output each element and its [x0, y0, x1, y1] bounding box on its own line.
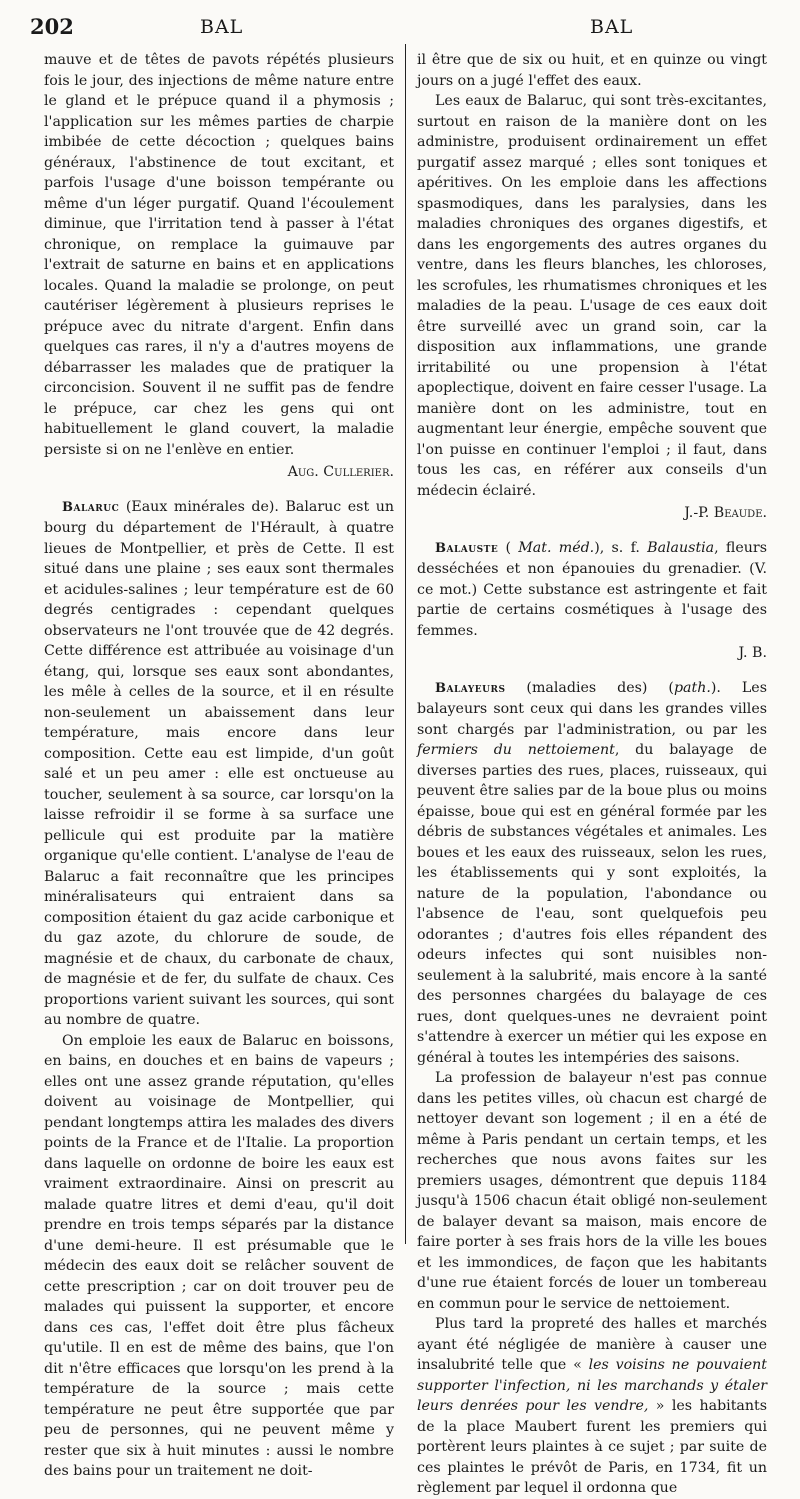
headword-right: BAL: [590, 16, 634, 38]
paragraph: [417, 1314, 767, 1499]
author-signature: Aug. Cullerier.: [287, 464, 394, 480]
running-header: [30, 6, 772, 42]
column-divider: [405, 44, 406, 1244]
entry-balauste: [417, 538, 767, 642]
paragraph: mauve et de têtes de pavots répétés plusieurs fois le jour, des injections de même nature entre le gland et le prépuce quand il a phymosis ; l'application sur les mêmes parties de charpie imbibée de cette décoction ; quelques bains généraux, l'abstinence de tout excitant, et parfois l'usage d'une boisson tempérante ou même d'un léger purgatif. Quand l'écoulement diminue, que l'irritation tend à passer à l'état chronique, on remplace la guimauve par l'extrait de saturne en bains et en applications locales. Quand la maladie se prolonge, on peut cautériser légèrement à plusieurs reprises le prépuce avec du nitrate d'argent. Enfin dans quelques cas rares, il n'y a d'autres moyens de débarrasser les malades que de pratiquer la circoncision. Souvent il ne suffit pas de fendre le prépuce, car chez les gens qui ont habituellement le gland couvert, la maladie persiste si on ne l'enlève en entier.: [44, 52, 394, 458]
entry-text: » les habitants de la place Maubert furent les premiers qui portèrent leurs plaintes à ce sujet ; par suite de ces plaintes le prévôt de Paris, en 1734, fit un règlement par lequel il ordonna que: [417, 1398, 767, 1496]
entry-text: (Eaux minérales de). Balaruc est un bourg du département de l'Hérault, à quatre lieues de Montpellier, et près de Cette. Il est situé dans une plaine ; ses eaux sont thermales et acidules-salines ; leur température est de 60 degrés centigrades : cependant quelques observateurs ne l'ont trouvée que de 42 degrés. Cette différence est attribuée au voisinage d'un étang, qui, lorsque ses eaux sont abondantes, les mêle à celles de la source, et il en résulte non-seulement un abaissement dans leur température, mais encore dans leur composition. Cette eau est limpide, d'un goût salé et un peu amer : elle est onctueuse au toucher, seulement à sa source, car lorsqu'on la laisse refroidir il se forme à sa surface une pellicule qui est produite par la matière organique qu'elle contient. L'analyse de l'eau de Balaruc a fait reconnaître que les principes minéralisateurs qui entraient dans sa composition étaient du gaz acide carbonique et du gaz azote, du chlorure de soude, de magnésie et de chaux, du carbonate de chaux, de magnésie et de fer, du sulfate de chaux. Ces proportions varient suivant les sources, qui sont au nombre de quatre.: [44, 498, 394, 1028]
author-signature: J. B.: [738, 645, 767, 661]
entry-text: ). Les balayeurs sont ceux qui dans les grandes villes sont chargés par l'administration, ou par les: [417, 679, 767, 738]
entry-term: Balayeurs: [435, 680, 506, 696]
right-column: [417, 50, 767, 1499]
entry-text: , fleurs desséchées et non épanouies du grenadier. (V. ce mot.) Cette substance est astringente et fait partie de certains cosmétiques à l'usage des femmes.: [417, 539, 767, 639]
entry-term: Balauste: [435, 540, 499, 556]
quotation: les voisins ne pouvaient supporter l'infection, ni les marchands y étaler leurs denrées pour les vendre,: [417, 1357, 767, 1414]
author-signature: J.-P. Beaude.: [684, 505, 767, 521]
entry-balaruc: [44, 497, 394, 1031]
entry-italic: fermiers du nettoiement: [417, 742, 615, 758]
entry-text: ), s. f.: [594, 539, 648, 556]
entry-latin: Balaustia: [647, 539, 715, 556]
entry-balayeurs: [417, 678, 767, 1069]
entry-text: (: [498, 539, 519, 556]
page-number: 202: [30, 14, 74, 39]
paragraph: La profession de balayeur n'est pas connue dans les petites villes, où chacun est chargé de nettoyer devant son logement ; il en a été de même à Paris pendant un certain temps, et les recherches que nous avons faites sur les premiers usages, démontrent que depuis 1184 jusqu'à 1506 chacun était obligé non-seulement de balayer devant sa maison, mais encore de faire porter à ses frais hors de la ville les boues et les immondices, de façon que les habitants d'une rue étaient forcés de louer un tombereau en commun pour le service de nettoiement.: [417, 1070, 767, 1312]
left-column: [44, 50, 394, 1482]
paragraph: Les eaux de Balaruc, qui sont très-excitantes, surtout en raison de la manière dont on les administre, produisent ordinairement un effet purgatif assez marqué ; elles sont toniques et apéritives. On les emploie dans les affections spasmodiques, dans les paralysies, dans les maladies chroniques des organes digestifs, et dans les engorgements des autres organes du ventre, dans les fleurs blanches, les chloroses, les scrofules, les rhumatismes chroniques et les maladies de la peau. L'usage de ces eaux doit être surveillé avec un grand soin, car la disposition aux inflammations, une grande irritabilité ou une propension à l'état apoplectique, doivent en faire cesser l'usage. La manière dont on les administre, tout en augmentant leur énergie, empêche souvent que l'on puisse en continuer l'emploi ; il faut, dans tous les cas, en référer aux conseils d'un médecin éclairé.: [417, 93, 767, 499]
entry-text: , du balayage de diverses parties des rues, places, ruisseaux, qui peuvent être salies par de la boue plus ou moins épaisse, boue qui est en général formée par les débris de substances végétales et animales. Les boues et les eaux des ruisseaux, selon les rues, les établissements qui y sont exploités, la nature de la population, l'abondance ou l'absence de l'eau, sont quelquefois peu odorantes ; d'autres fois elles répandent des odeurs infectes qui sont nuisibles non-seulement à la salubrité, mais encore à la santé des personnes chargées du balayage de ces rues, dont quelques-unes ne devraient point s'attendre à exercer un métier qui les expose en général à toutes les intempéries des saisons.: [417, 742, 767, 1066]
paragraph: il être que de six ou huit, et en quinze ou vingt jours on a jugé l'effet des eaux.: [417, 52, 767, 89]
entry-term: Balaruc: [62, 499, 120, 515]
entry-text: (maladies des) (: [505, 679, 674, 696]
entry-text: Plus tard la propreté des halles et marchés ayant été négligée de manière à causer une insalubrité telle que «: [417, 1316, 767, 1373]
paragraph: On emploie les eaux de Balaruc en boissons, en bains, en douches et en bains de vapeurs ; elles ont une assez grande réputation, qu'elles doivent au voisinage de Montpellier, qui pendant longtemps attira les malades des divers points de la France et de l'Italie. La proportion dans laquelle on ordonne de boire les eaux est vraiment extraordinaire. Ainsi on prescrit au malade quatre litres et demi d'eau, qu'il doit prendre en trois temps séparés par la distance d'une demi-heure. Il est présumable que le médecin des eaux doit se relâcher souvent de cette prescription ; car on doit trouver peu de malades qui puissent la supporter, et encore dans ces cas, l'effet doit être plus fâcheux qu'utile. Il en est de même des bains, que l'on dit n'être efficaces que lorsqu'on les prend à la température de la source ; mais cette température ne peut être supportée que par peu de personnes, qui ne peuvent même y rester que six à huit minutes : aussi le nombre des bains pour un traitement ne doit-: [44, 1032, 394, 1479]
entry-abbrev: path.: [673, 679, 711, 696]
entry-abbrev: Mat. méd.: [518, 539, 595, 556]
headword-left: BAL: [200, 16, 244, 38]
